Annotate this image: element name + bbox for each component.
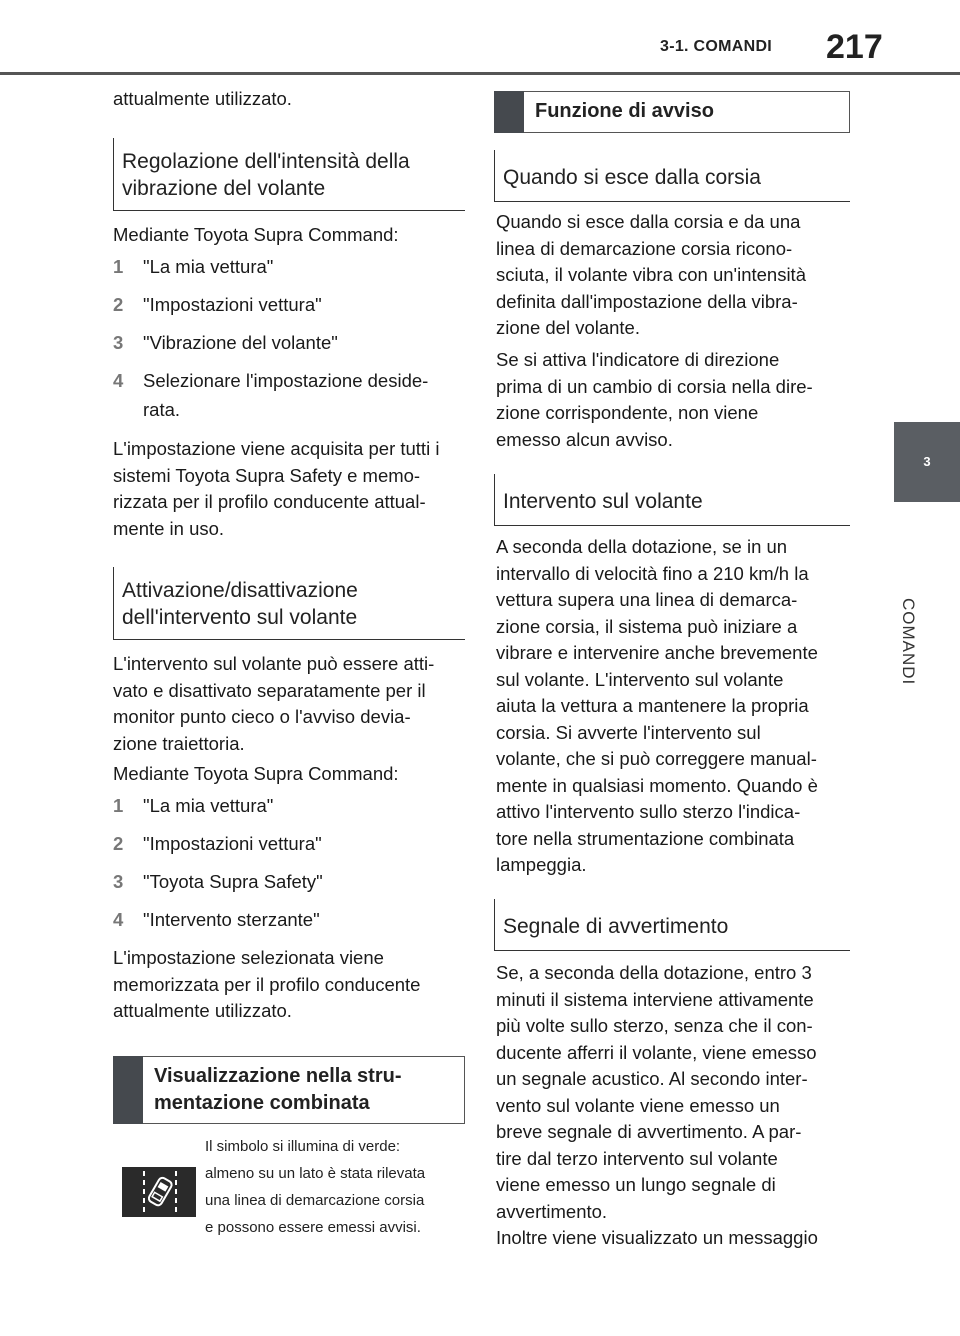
- list-item: [113, 907, 463, 934]
- heading-text: Funzione di avviso: [535, 100, 714, 122]
- text-line: sciuta, il volante vibra con un'intensità: [496, 264, 806, 285]
- step-number: 4: [113, 909, 124, 930]
- list-item: [113, 254, 463, 281]
- chapter-tab-label: COMANDI: [899, 598, 918, 686]
- text-line: definita dall'impostazione della vibra-: [496, 290, 798, 312]
- text-line: avvertimento.: [496, 1200, 608, 1222]
- heading-line: mentazione combinata: [154, 1092, 370, 1114]
- text-line: linea di demarcazione corsia ricono-: [496, 237, 793, 259]
- step-text: "Intervento sterzante": [143, 909, 320, 930]
- text-line: sistemi Toyota Supra Safety e memo-: [113, 464, 421, 486]
- text-line: volante, che si può correggere manual-: [496, 748, 817, 769]
- paragraph: [113, 651, 465, 757]
- text-line: zione traiettoria.: [113, 732, 245, 754]
- step-text: rata.: [143, 399, 181, 420]
- text-line: aiuta la vettura a mantenere la propria: [496, 695, 809, 716]
- text-line: mente in qualsiasi momento. Quando è: [496, 774, 818, 796]
- text-line: zione del volante.: [496, 317, 640, 338]
- text-line: vento sul volante viene emesso un: [496, 1094, 780, 1116]
- text-line: zione corrispondente, non viene: [496, 402, 759, 423]
- chapter-tab: [894, 502, 960, 686]
- paragraph: [496, 960, 851, 1252]
- section-heading-instrument-display: [113, 1056, 465, 1124]
- list-item: [113, 368, 463, 428]
- text-line: L'intervento sul volante può essere atti-: [113, 653, 435, 674]
- paragraph: [113, 945, 463, 1025]
- icon-caption: [205, 1133, 470, 1241]
- heading-line: vibrazione del volante: [122, 177, 326, 200]
- page-number: 217: [826, 28, 883, 66]
- step-number: 1: [113, 256, 124, 277]
- text-line: L'impostazione selezionata viene: [113, 947, 384, 968]
- text-line: vibrare e intervenire anche brevemente: [496, 642, 818, 663]
- lead-text: Mediante Toyota Supra Command:: [113, 763, 399, 784]
- heading-line: Regolazione dell'intensità della: [122, 150, 410, 173]
- step-number: 3: [113, 332, 124, 353]
- list-item: [113, 330, 463, 357]
- step-number: 1: [113, 795, 124, 816]
- section-heading-vibration-intensity: [113, 138, 465, 211]
- intro-text: attualmente utilizzato.: [113, 88, 292, 109]
- text-line: intervallo di velocità fino a 210 km/h la: [496, 562, 809, 584]
- text-line: prima di un cambio di corsia nella dire-: [496, 375, 813, 397]
- text-line: minuti il sistema interviene attivamente: [496, 988, 814, 1010]
- text-line: A seconda della dotazione, se in un: [496, 536, 788, 557]
- text-line: viene emesso un lungo segnale di: [496, 1174, 776, 1195]
- section-heading-steering-intervention: [113, 567, 465, 640]
- heading-line: Attivazione/disattivazione: [122, 579, 358, 602]
- text-line: corsia. Si avverte l'intervento sul: [496, 721, 761, 743]
- section-heading-warning-function: [494, 91, 850, 133]
- text-line: vettura supera una linea di demarca-: [496, 589, 798, 610]
- text-line: attualmente utilizzato.: [113, 1000, 292, 1021]
- paragraph: [496, 347, 851, 453]
- text-line: breve segnale di avvertimento. A par-: [496, 1121, 802, 1142]
- text-line: lampeggia.: [496, 854, 587, 875]
- text-line: Il simbolo si illumina di verde:: [205, 1138, 401, 1155]
- paragraph: [496, 534, 851, 879]
- heading-bar: [494, 91, 524, 133]
- step-number: 2: [113, 833, 124, 854]
- step-text: "Impostazioni vettura": [143, 294, 322, 315]
- lead-text: Mediante Toyota Supra Command:: [113, 224, 399, 245]
- text-line: memorizzata per il profilo conducente: [113, 973, 421, 995]
- list-item: [113, 831, 463, 858]
- text-line: monitor punto cieco o l'avviso devia-: [113, 706, 411, 727]
- step-text: "Impostazioni vettura": [143, 833, 322, 854]
- text-line: emesso alcun avviso.: [496, 428, 673, 450]
- step-text: Selezionare l'impostazione deside-: [143, 370, 429, 391]
- text-line: rizzata per il profilo conducente attual-: [113, 491, 426, 512]
- heading-bar: [113, 1056, 143, 1124]
- step-text: "La mia vettura": [143, 795, 274, 816]
- step-text: "Vibrazione del volante": [143, 332, 338, 353]
- subheading-lane-departure: [494, 150, 850, 202]
- text-line: attivo l'intervento sullo sterzo l'indica-: [496, 801, 801, 822]
- step-text: "Toyota Supra Safety": [143, 871, 323, 892]
- paragraph: [496, 209, 851, 342]
- list-item: [113, 869, 463, 896]
- heading-line: Visualizzazione nella stru-: [154, 1065, 402, 1087]
- text-line: un segnale acustico. Al secondo inter-: [496, 1068, 808, 1089]
- list-item: [113, 292, 463, 319]
- paragraph: [113, 436, 463, 542]
- text-line: vato e disattivato separatamente per il: [113, 679, 426, 701]
- running-header-section: 3-1. COMANDI: [660, 38, 773, 55]
- subheading-warning-signal: [494, 899, 850, 951]
- heading-text: Intervento sul volante: [503, 490, 703, 513]
- heading-text: Segnale di avvertimento: [503, 915, 729, 938]
- chapter-tab-number: 3: [894, 422, 960, 502]
- subheading-steering-intervention: [494, 474, 850, 526]
- step-text: "La mia vettura": [143, 256, 274, 277]
- heading-line: dell'intervento sul volante: [122, 606, 358, 629]
- step-number: 2: [113, 294, 124, 315]
- text-line: zione corsia, il sistema può iniziare a: [496, 615, 798, 637]
- text-line: Quando si esce dalla corsia e da una: [496, 211, 801, 232]
- list-item: [113, 793, 463, 820]
- heading-text: Quando si esce dalla corsia: [503, 166, 761, 189]
- text-line: una linea di demarcazione corsia: [205, 1192, 425, 1209]
- text-line: Inoltre viene visualizzato un messaggio: [496, 1227, 818, 1248]
- text-line: mente in uso.: [113, 517, 225, 539]
- step-number: 3: [113, 871, 124, 892]
- text-line: ducente afferri il volante, viene emesso: [496, 1041, 817, 1063]
- text-line: e possono essere emessi avvisi.: [205, 1219, 421, 1236]
- lane-departure-icon: [122, 1167, 196, 1217]
- header-rule: [0, 72, 960, 75]
- text-line: più volte sullo sterzo, senza che il con-: [496, 1015, 813, 1036]
- text-line: L'impostazione viene acquisita per tutti i: [113, 438, 440, 459]
- text-line: almeno su un lato è stata rilevata: [205, 1165, 426, 1182]
- text-line: tire dal terzo intervento sul volante: [496, 1147, 778, 1169]
- step-number: 4: [113, 370, 124, 391]
- text-line: Se si attiva l'indicatore di direzione: [496, 349, 780, 370]
- text-line: Se, a seconda della dotazione, entro 3: [496, 962, 812, 983]
- text-line: sul volante. L'intervento sul volante: [496, 668, 784, 690]
- text-line: tore nella strumentazione combinata: [496, 827, 795, 849]
